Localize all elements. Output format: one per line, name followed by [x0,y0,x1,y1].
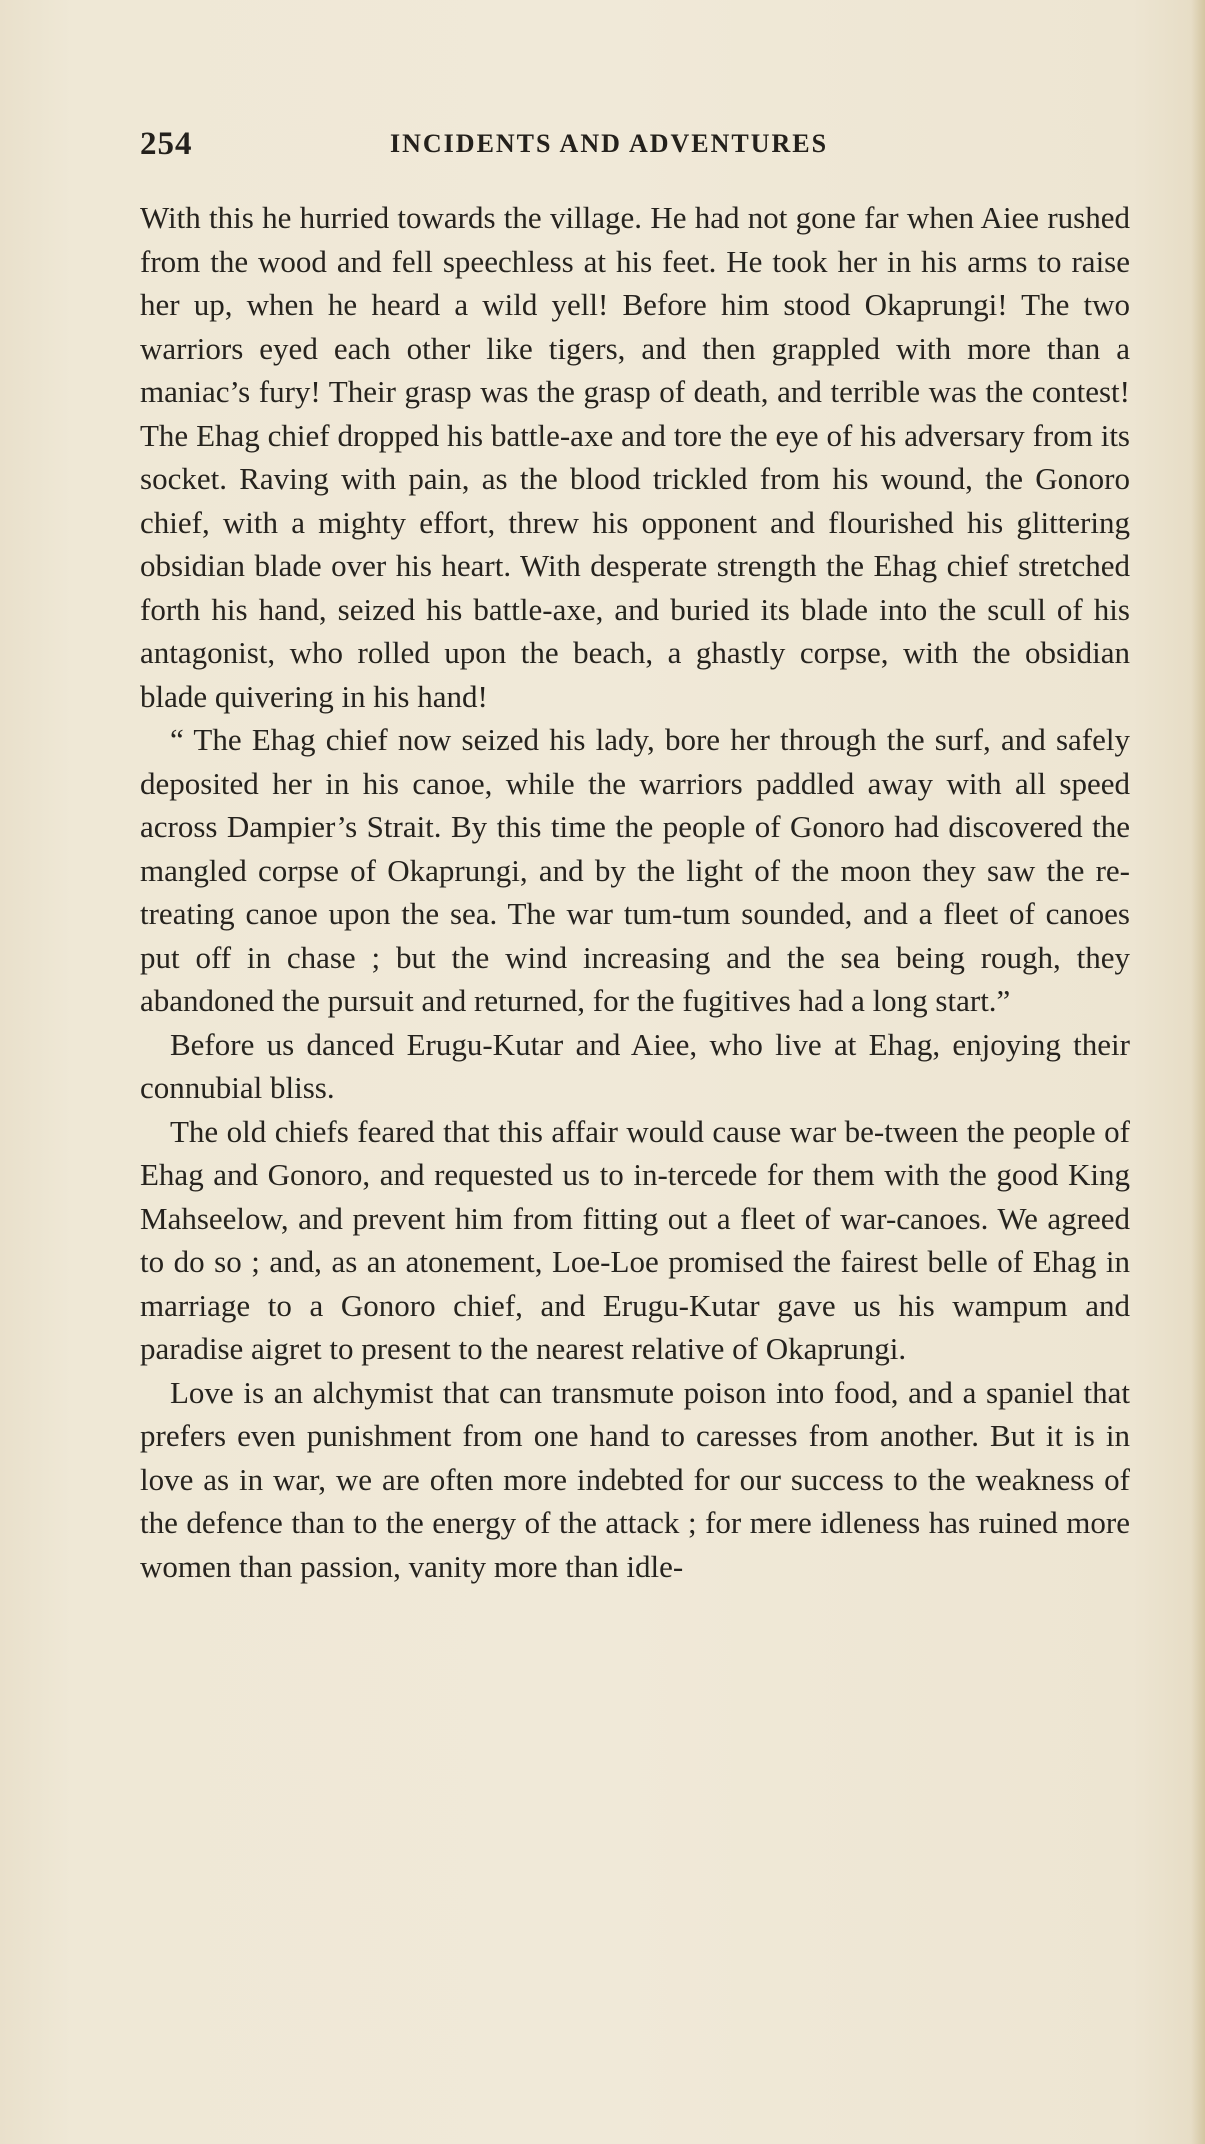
body-text [140,196,1130,1588]
paragraph-5: Love is an alchymist that can transmute poison into food, and a spaniel that prefers even punishment from one hand to caresses from another. But it is in love as in war, we are often more indebted for our success to the weakness of the defence than to the energy of the attack ; for mere idleness has ruined more women than passion, vanity more than idle- [140,1374,1130,1584]
paragraph-2: “ The Ehag chief now seized his lady, bore her through the surf, and safely deposited her in his canoe, while the warriors paddled away with all speed across Dampier’s Strait. By this time the people of Gonoro had discovered the mangled corpse of Okaprungi, and by the light of the moon they saw the re-treating canoe upon the sea. The war tum-tum sounded, and a fleet of canoes put off in chase ; but the wind increasing and the sea being rough, they abandoned the pursuit and returned, for the fugitives had a long start.” [140,722,1130,1018]
page-header [140,126,1130,170]
paragraph-3: Before us danced Erugu-Kutar and Aiee, who live at Ehag, enjoying their connubial bliss. [140,1026,1130,1105]
paragraph-4: The old chiefs feared that this affair would cause war be-tween the people of Ehag and Gonoro, and requested us to in-tercede for them with the good King Mahseelow, and prevent him from fitting out a fleet of war-canoes. We agreed to do so ; and, as an atonement, Loe-Loe promised the fairest belle of Ehag in marriage to a Gonoro chief, and Erugu-Kutar gave us his wampum and paradise aigret to present to the nearest relative of Okaprungi. [140,1113,1130,1366]
running-head: INCIDENTS AND ADVENTURES [390,129,829,158]
page-edge-shadow [1191,0,1205,2144]
page-number: 254 [140,126,193,162]
paragraph-1: With this he hurried towards the village. He had not gone far when Aiee rushed from the wood and fell speechless at his feet. He took her in his arms to raise her up, when he heard a wild yell! Before him stood Okaprungi! The two warriors eyed each other like tigers, and then grappled with more than a maniac’s fury! Their grasp was the grasp of death, and terrible was the contest! The Ehag chief dropped his battle-axe and tore the eye of his adversary from its socket. Raving with pain, as the blood trickled from his wound, the Gonoro chief, with a mighty effort, threw his opponent and flourished his glittering obsidian blade over his heart. With desperate strength the Ehag chief stretched forth his hand, seized his battle-axe, and buried its blade into the scull of his antagonist, who rolled upon the beach, a ghastly corpse, with the obsidian blade quivering in his hand! [140,200,1130,714]
